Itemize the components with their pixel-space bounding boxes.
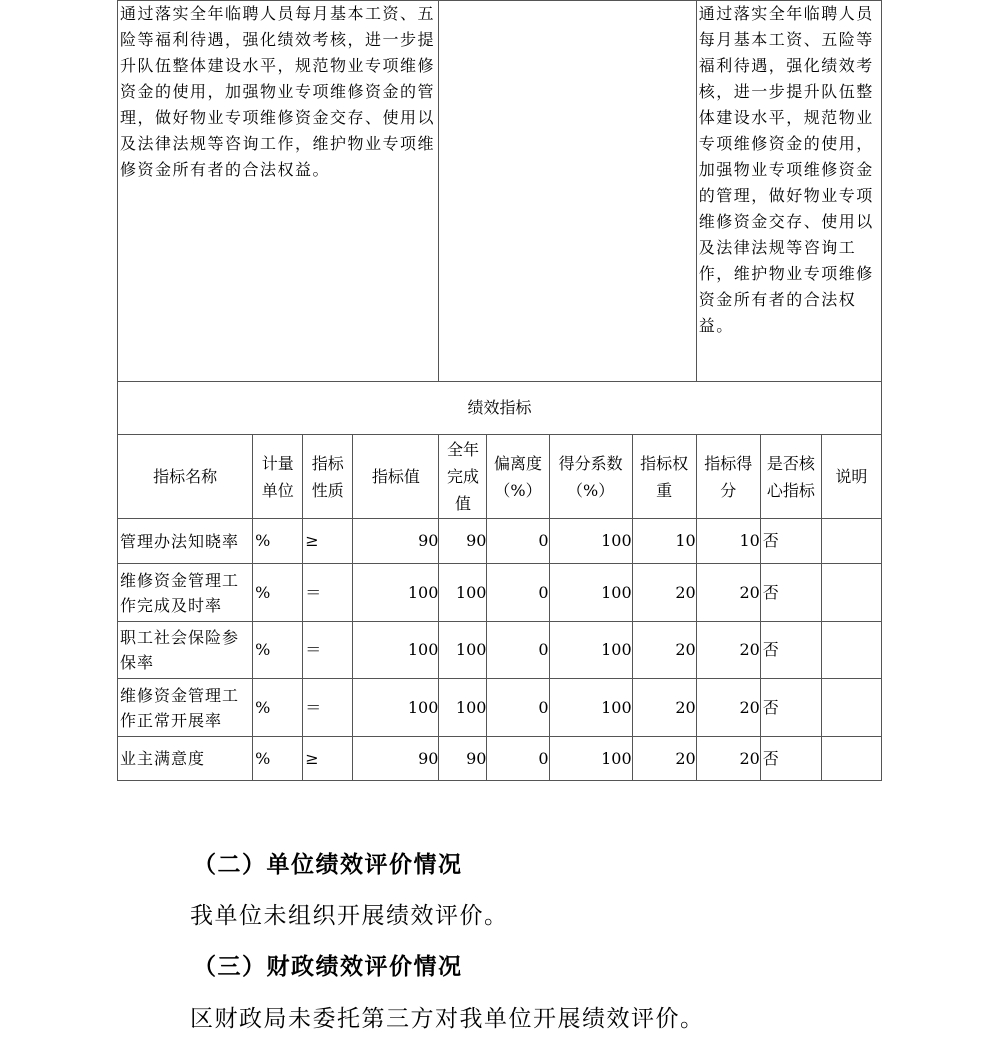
section-title-row xyxy=(118,382,882,435)
header-cell: 指标权重 xyxy=(632,435,696,519)
actual-result-cell: 通过落实全年临聘人员每月基本工资、五险等福利待遇，强化绩效考核，进一步提升队伍整体建设水平，规范物业专项维修资金的使用，加强物业专项维修资金的管理，做好物业专项维修资金交存、使用以及法律法规等咨询工作，维护物业专项维修资金所有者的合法权益。 xyxy=(696,1,881,382)
score-cell: 20 xyxy=(696,679,760,737)
unit-cell: % xyxy=(253,622,303,679)
header-cell: 计量单位 xyxy=(253,435,303,519)
indicator-name: 职工社会保险参保率 xyxy=(118,622,253,679)
unit-evaluation-heading: （二）单位绩效评价情况 xyxy=(193,851,463,878)
header-cell: 是否核心指标 xyxy=(760,435,821,519)
performance-table-container xyxy=(117,0,882,781)
header-cell: 指标得分 xyxy=(696,435,760,519)
target-cell: 100 xyxy=(353,679,439,737)
score-cell: 20 xyxy=(696,622,760,679)
score-cell: 20 xyxy=(696,737,760,781)
coefficient-cell: 100 xyxy=(549,622,632,679)
done-cell: 90 xyxy=(439,737,487,781)
deviation-cell: 0 xyxy=(487,622,549,679)
table-row xyxy=(118,564,882,622)
weight-cell: 20 xyxy=(632,564,696,622)
coefficient-cell: 100 xyxy=(549,564,632,622)
core-cell: 否 xyxy=(760,737,821,781)
core-cell: 否 xyxy=(760,679,821,737)
done-cell: 100 xyxy=(439,564,487,622)
indicator-name: 业主满意度 xyxy=(118,737,253,781)
note-cell xyxy=(821,737,881,781)
finance-evaluation-text: 区财政局未委托第三方对我单位开展绩效评价。 xyxy=(190,1006,705,1032)
note-cell xyxy=(821,622,881,679)
indicator-name: 维修资金管理工作正常开展率 xyxy=(118,679,253,737)
core-cell: 否 xyxy=(760,519,821,564)
note-cell xyxy=(821,564,881,622)
note-cell xyxy=(821,679,881,737)
coefficient-cell: 100 xyxy=(549,679,632,737)
nature-cell: ≥ xyxy=(303,519,353,564)
coefficient-cell: 100 xyxy=(549,737,632,781)
indicator-name: 维修资金管理工作完成及时率 xyxy=(118,564,253,622)
table-row xyxy=(118,679,882,737)
table-row xyxy=(118,519,882,564)
target-cell: 90 xyxy=(353,519,439,564)
done-cell: 90 xyxy=(439,519,487,564)
nature-cell: ＝ xyxy=(303,622,353,679)
note-cell xyxy=(821,519,881,564)
header-cell: 说明 xyxy=(821,435,881,519)
deviation-cell: 0 xyxy=(487,519,549,564)
weight-cell: 10 xyxy=(632,519,696,564)
performance-table xyxy=(117,0,882,781)
target-cell: 100 xyxy=(353,564,439,622)
goal-row xyxy=(118,1,882,382)
nature-cell: ＝ xyxy=(303,564,353,622)
done-cell: 100 xyxy=(439,622,487,679)
header-cell: 得分系数（%） xyxy=(549,435,632,519)
header-cell: 全年完成值 xyxy=(439,435,487,519)
deviation-cell: 0 xyxy=(487,737,549,781)
header-cell: 指标名称 xyxy=(118,435,253,519)
weight-cell: 20 xyxy=(632,622,696,679)
header-cell: 偏离度（%） xyxy=(487,435,549,519)
nature-cell: ≥ xyxy=(303,737,353,781)
unit-cell: % xyxy=(253,737,303,781)
indicator-name: 管理办法知晓率 xyxy=(118,519,253,564)
target-cell: 100 xyxy=(353,622,439,679)
header-cell: 指标值 xyxy=(353,435,439,519)
finance-evaluation-heading: （三）财政绩效评价情况 xyxy=(193,953,463,980)
table-row xyxy=(118,622,882,679)
unit-evaluation-text: 我单位未组织开展绩效评价。 xyxy=(190,903,509,929)
target-cell: 90 xyxy=(353,737,439,781)
weight-cell: 20 xyxy=(632,737,696,781)
goal-middle-cell xyxy=(439,1,696,382)
unit-cell: % xyxy=(253,679,303,737)
score-cell: 10 xyxy=(696,519,760,564)
weight-cell: 20 xyxy=(632,679,696,737)
done-cell: 100 xyxy=(439,679,487,737)
deviation-cell: 0 xyxy=(487,679,549,737)
core-cell: 否 xyxy=(760,622,821,679)
annual-goal-cell: 通过落实全年临聘人员每月基本工资、五险等福利待遇，强化绩效考核，进一步提升队伍整体建设水平，规范物业专项维修资金的使用，加强物业专项维修资金的管理，做好物业专项维修资金交存、使用以及法律法规等咨询工作，维护物业专项维修资金所有者的合法权益。 xyxy=(118,1,439,382)
table-row xyxy=(118,737,882,781)
deviation-cell: 0 xyxy=(487,564,549,622)
header-cell: 指标性质 xyxy=(303,435,353,519)
section-title: 绩效指标 xyxy=(118,382,882,435)
unit-cell: % xyxy=(253,564,303,622)
nature-cell: ＝ xyxy=(303,679,353,737)
unit-cell: % xyxy=(253,519,303,564)
coefficient-cell: 100 xyxy=(549,519,632,564)
score-cell: 20 xyxy=(696,564,760,622)
core-cell: 否 xyxy=(760,564,821,622)
header-row xyxy=(118,435,882,519)
